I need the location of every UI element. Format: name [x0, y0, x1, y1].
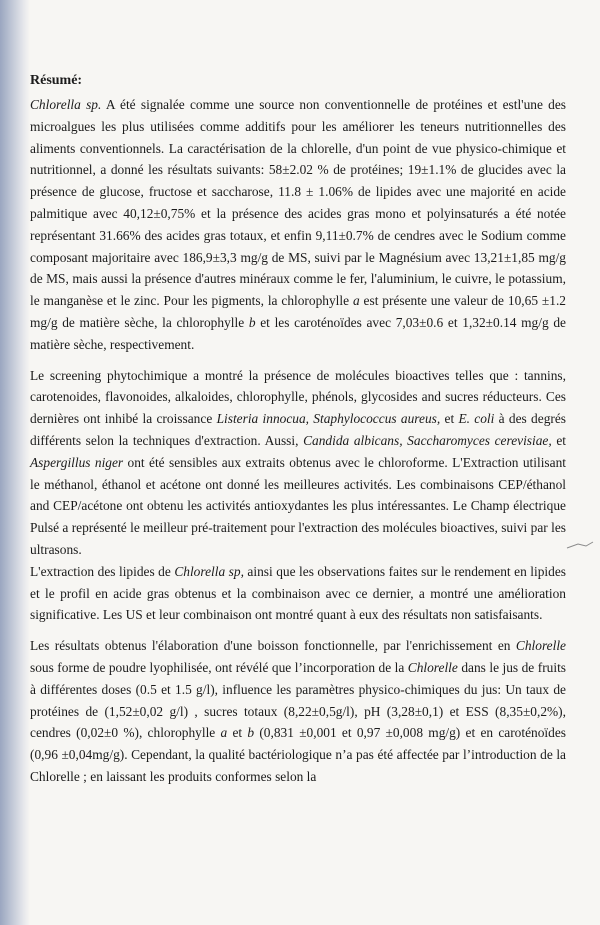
italic-text-run: a — [352, 293, 360, 309]
text-run: (0,831 ±0,001 et 0,97 ±0,008 mg/g) et en caroténoïdes (0,96 ±0,04mg/g). Cependant, la qualité bactériologique n’a pas été affectée par l’introduction de la Chlorelle ; en laissant les produits conformes selon la — [30, 725, 567, 784]
page-title: Résumé: — [30, 73, 83, 88]
text-run: Les résultats obtenus l'élaboration d'une boisson fonctionnelle, par l'enrichissement en — [30, 638, 516, 654]
text-run: et les caroténoïdes avec 7,03±0.6 et 1,32±0.14 mg/g de matière sèche, respectivement. — [30, 314, 566, 352]
scan-binding-edge — [0, 0, 30, 925]
italic-text-run: E. coli — [458, 411, 495, 427]
italic-text-run: Listeria innocua, Staphylococcus aureus, — [216, 411, 441, 427]
paragraph-lipid-extraction — [30, 561, 566, 626]
text-run: A été signalée comme une source non conventionnelle de protéines et estl'une des microalgues les plus utilisées comme additifs pour les améliorer les teneurs nutritionnelles des aliments conventionnels. La caractérisation de la chlorelle, d'un point de vue physico-chimique et nutritionnel, a donné les résultats suivants: 58±2.02 % de protéines; 19±1.1% de glucides avec la présence de glucose, fructose et saccharose, 11.8 ± 1.06% de lipides avec une majorité en acide palmitique avec 40,12±0,75% et la présence des acides gras mono et polyinsaturés a été notée représentant 31.66% des acides gras totaux, et enfin 9,11±0.7% de cendres avec le Sodium comme composant majoritaire avec 186,9±3,3 mg/g de MS, suivi par le Magnésium avec 13,21±1,85 mg/g de MS, mais aussi la présence d'autres minéraux comme le fer, l'aluminium, le cuivre, le potassium, le manganèse et le zinc. Pour les pigments, la chlorophylle — [30, 97, 567, 309]
italic-text-run: b — [248, 314, 256, 330]
paragraph-phytochemical-screening — [30, 365, 566, 561]
italic-text-run: Candida albicans, Saccharomyces cerevisiae, — [303, 432, 552, 448]
document-page — [30, 70, 566, 788]
text-run: et — [227, 725, 248, 741]
italic-text-run: Chlorelle — [407, 659, 458, 675]
text-run: et — [551, 432, 567, 448]
italic-text-run: Chlorelle — [515, 638, 566, 654]
text-run: ainsi que les observations faites sur le rendement en lipides et le profil en acide gras obtenus et la combinaison avec ce dernier, a montré une amélioration significative. Les US et leur combinaison ont montré quant à eux des résultats non satisfaisants. — [30, 563, 566, 623]
italic-text-run: Chlorella sp, — [174, 563, 244, 579]
paragraph-functional-beverage — [30, 635, 566, 788]
italic-text-run: a — [220, 725, 228, 741]
text-run: à des degrés différents selon la techniques d'extraction. Aussi, — [30, 411, 566, 448]
text-run: ont été sensibles aux extraits obtenus avec le chloroforme. L'Extraction utilisant le méthanol, éthanol et acétone ont donné les meilleures activités. Les combinaisons CEP/éthanol and CEP/acétone ont obtenu les activités antioxydantes les plus intéressantes. Le Champ électrique Pulsé a représenté le meilleur pré-traitement pour l'extraction des molécules bioactives, suivi par les ultrasons. — [30, 454, 566, 557]
text-run: dans le jus de fruits à différentes doses (0.5 et 1.5 g/l), influence les paramètres physico-chimiques du jus: Un taux de protéines de (1,52±0,02 g/l) , sucres totaux (8,22±0,5g/l), pH (3,28±0,1) et ESS (8,35±0,2%), cendres (0,02±0 %), chlorophylle — [30, 659, 566, 741]
text-run: sous forme de poudre lyophilisée, ont révélé que l’incorporation de la — [30, 659, 408, 675]
text-run: et — [440, 411, 459, 427]
paragraph-chlorella-characterization — [30, 94, 566, 356]
pen-mark — [566, 540, 594, 550]
text-run: Le screening phytochimique a montré la présence de molécules bioactives telles que : tannins, carotenoides, flavonoides, alkaloides, chlorophylle, phénols, glycosides and sucres réducteurs. Ces dernières ont inhibé la croissance — [30, 367, 566, 427]
italic-text-run: Chlorella sp. — [30, 97, 102, 112]
text-run: L'extraction des lipides de — [30, 563, 175, 579]
italic-text-run: b — [247, 725, 255, 741]
text-run: est présente une valeur de 10,65 ±1.2 mg/g de matière sèche, la chlorophylle — [30, 293, 566, 330]
italic-text-run: Aspergillus niger — [30, 454, 124, 470]
